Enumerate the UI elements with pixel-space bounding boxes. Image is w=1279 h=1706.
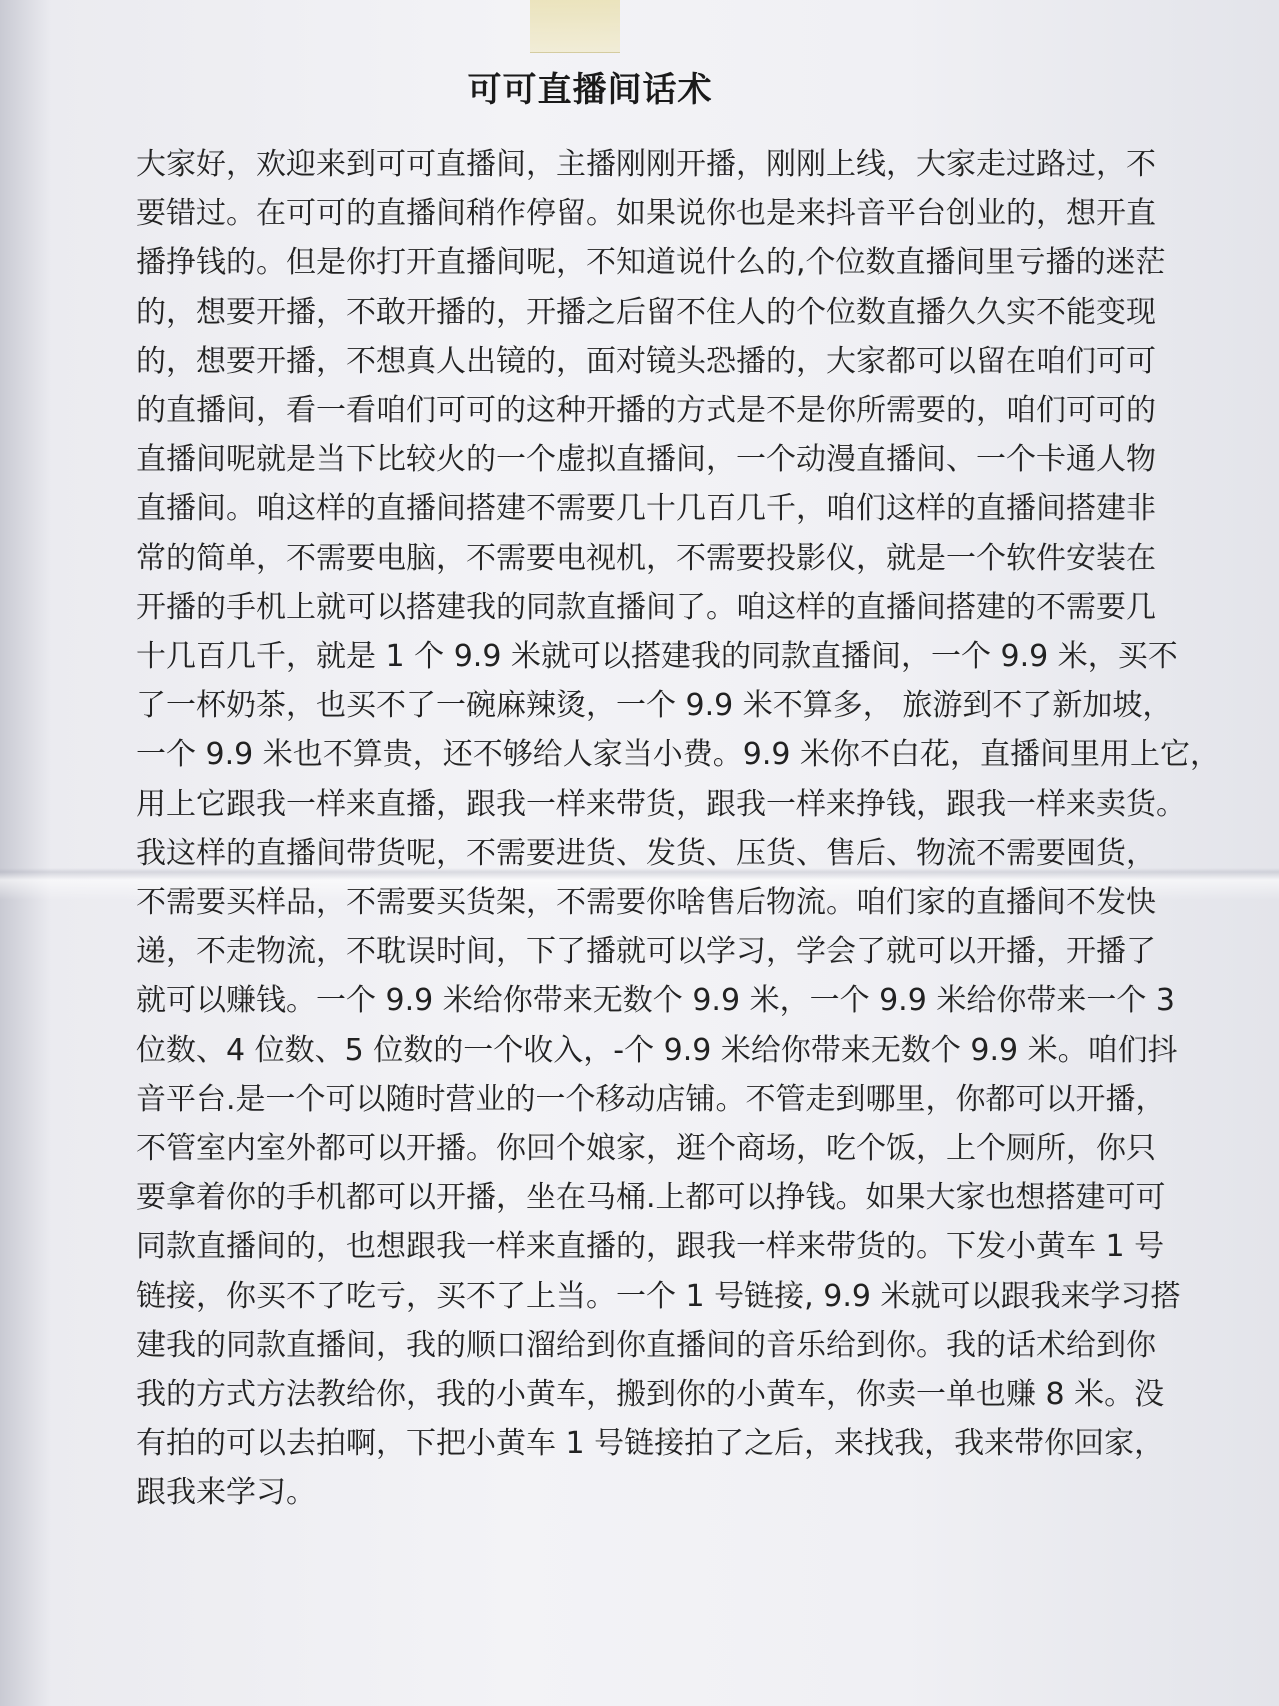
text-line: 跟我来学习。	[136, 1475, 316, 1511]
text-line: 播挣钱的。但是你打开直播间呢，不知道说什么的,个位数直播间里亏播的迷茫	[136, 245, 1166, 281]
text-line: 链接，你买不了吃亏，买不了上当。一个 1 号链接, 9.9 米就可以跟我来学习搭	[136, 1278, 1181, 1314]
tape-strip	[530, 0, 620, 53]
text-line: 开播的手机上就可以搭建我的同款直播间了。咱这样的直播间搭建的不需要几	[136, 589, 1156, 625]
text-line: 常的简单，不需要电脑，不需要电视机，不需要投影仪，就是一个软件安装在	[136, 540, 1156, 576]
text-line: 有拍的可以去拍啊，下把小黄车 1 号链接拍了之后，来找我，我来带你回家，	[136, 1426, 1165, 1462]
text-line: 直播间。咱这样的直播间搭建不需要几十几百几千，咱们这样的直播间搭建非	[136, 491, 1156, 527]
text-line: 递，不走物流，不耽误时间，下了播就可以学习，学会了就可以开播，开播了	[136, 934, 1156, 970]
text-line: 要错过。在可可的直播间稍作停留。如果说你也是来抖音平台创业的，想开直	[136, 196, 1156, 232]
document-body	[136, 140, 1246, 1518]
text-line: 建我的同款直播间，我的顺口溜给到你直播间的音乐给到你。我的话术给到你	[136, 1327, 1156, 1363]
text-line: 不需要买样品，不需要买货架，不需要你啥售后物流。咱们家的直播间不发快	[136, 885, 1156, 921]
text-line: 音平台.是一个可以随时营业的一个移动店铺。不管走到哪里，你都可以开播，	[136, 1081, 1166, 1117]
text-line: 的，想要开播，不敢开播的，开播之后留不住人的个位数直播久久实不能变现	[136, 294, 1156, 330]
text-line: 一个 9.9 米也不算贵，还不够给人家当小费。9.9 米你不白花，直播间里用上它，	[136, 737, 1221, 773]
text-line: 的直播间，看一看咱们可可的这种开播的方式是不是你所需要的，咱们可可的	[136, 393, 1156, 429]
text-line: 我的方式方法教给你，我的小黄车，搬到你的小黄车，你卖一单也赚 8 米。没	[136, 1377, 1165, 1413]
text-line: 同款直播间的，也想跟我一样来直播的，跟我一样来带货的。下发小黄车 1 号	[136, 1229, 1165, 1265]
text-line: 大家好，欢迎来到可可直播间，主播刚刚开播，刚刚上线，大家走过路过，不	[136, 147, 1156, 182]
document-title: 可可直播间话术	[467, 70, 713, 110]
text-line: 用上它跟我一样来直播，跟我一样来带货，跟我一样来挣钱，跟我一样来卖货。	[136, 786, 1186, 822]
text-line: 不管室内室外都可以开播。你回个娘家，逛个商场，吃个饭，上个厕所，你只	[136, 1131, 1156, 1167]
text-line: 的，想要开播，不想真人出镜的，面对镜头恐播的，大家都可以留在咱们可可	[136, 343, 1156, 379]
text-line: 位数、4 位数、5 位数的一个收入，-个 9.9 米给你带来无数个 9.9 米。咱们抖	[136, 1032, 1178, 1068]
text-line: 十几百几千，就是 1 个 9.9 米就可以搭建我的同款直播间，一个 9.9 米，买不	[136, 639, 1178, 675]
text-line: 了一杯奶茶，也买不了一碗麻辣烫，一个 9.9 米不算多， 旅游到不了新加坡，	[136, 688, 1173, 724]
text-line: 直播间呢就是当下比较火的一个虚拟直播间，一个动漫直播间、一个卡通人物	[136, 442, 1156, 478]
text-line: 要拿着你的手机都可以开播，坐在马桶.上都可以挣钱。如果大家也想搭建可可	[136, 1180, 1166, 1216]
text-line: 就可以赚钱。一个 9.9 米给你带来无数个 9.9 米，一个 9.9 米给你带来一个 3	[136, 983, 1175, 1019]
text-line: 我这样的直播间带货呢，不需要进货、发货、压货、售后、物流不需要囤货，	[136, 835, 1156, 871]
